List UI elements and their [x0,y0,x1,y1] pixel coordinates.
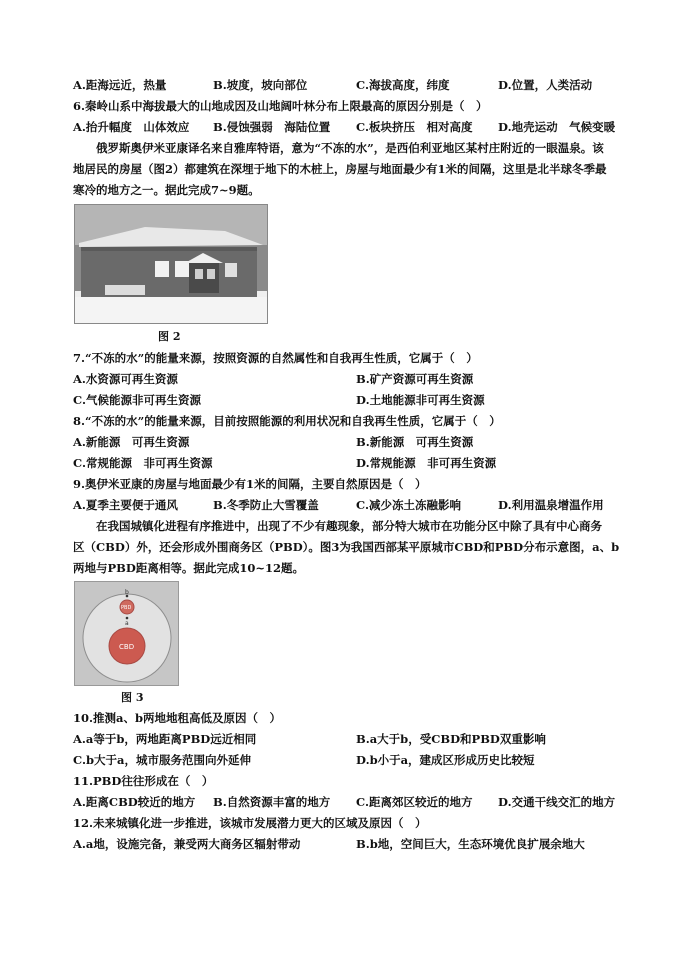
q9-option-c: C.减少冻土冻融影响 [356,498,461,512]
q6-option-c: C.板块挤压 相对高度 [356,120,473,134]
passage2-line: 在我国城镇化进程有序推进中，出现了不少有趣现象，部分特大城市在功能分区中除了具有中心商务 [96,519,602,533]
q6-stem: 6.秦岭山系中海拔最大的山地成因及山地阔叶林分布上限最高的原因分别是（ ） [73,99,488,113]
q12-option-b: B.b地，空间巨大，生态环境优良扩展余地大 [356,837,585,851]
passage1-line: 寒冷的地方之一。据此完成7~9题。 [73,183,260,197]
figure3-caption: 图 3 [121,691,144,704]
q5-option-b: B.坡度，坡向部位 [213,78,308,92]
q11-option-c: C.距离郊区较近的地方 [356,795,473,809]
q10-option-b: B.a大于b，受CBD和PBD双重影响 [356,732,546,746]
q8-option-a: A.新能源 可再生资源 [73,435,190,449]
figure3-city-diagram [74,581,179,686]
label-b: b [125,589,129,596]
q5-option-d: D.位置，人类活动 [498,78,593,92]
q7-option-a: A.水资源可再生资源 [73,372,178,386]
q7-option-b: B.矿产资源可再生资源 [356,372,474,386]
q10-option-c: C.b大于a，城市服务范围向外延伸 [73,753,251,767]
q10-option-d: D.b小于a，建成区形成历史比较短 [356,753,535,767]
q8-stem: 8.“不冻的水”的能量来源，目前按照能源的利用状况和自我再生性质，它属于（ ） [73,414,501,428]
label-pbd: PBD [121,605,132,611]
q9-stem: 9.奥伊米亚康的房屋与地面最少有1米的间隔，主要自然原因是（ ） [73,477,427,491]
q7-option-c: C.气候能源非可再生资源 [73,393,201,407]
q11-stem: 11.PBD往往形成在（ ） [73,774,214,788]
passage1-line: 地居民的房屋（图2）都建筑在深埋于地下的木桩上，房屋与地面最少有1米的间隔，这里是北半球冬季最 [73,162,607,176]
figure2-caption: 图 2 [158,330,181,343]
passage2-line: 区（CBD）外，还会形成外围商务区（PBD）。图3为我国西部某平原城市CBD和PBD分布示意图，a、b [73,540,620,554]
label-cbd: CBD [119,643,135,651]
q7-stem: 7.“不冻的水”的能量来源，按照资源的自然属性和自我再生性质，它属于（ ） [73,351,478,365]
label-a: a [125,620,129,627]
q6-option-d: D.地壳运动 气候变暖 [498,120,616,134]
q10-stem: 10.推测a、b两地地租高低及原因（ ） [73,711,281,725]
q11-option-d: D.交通干线交汇的地方 [498,795,616,809]
figure2-house-photo [74,204,268,324]
passage2-line: 两地与PBD距离相等。据此完成10~12题。 [73,561,304,575]
q8-option-c: C.常规能源 非可再生资源 [73,456,213,470]
q8-option-b: B.新能源 可再生资源 [356,435,474,449]
q9-option-b: B.冬季防止大雪覆盖 [213,498,319,512]
q12-stem: 12.未来城镇化进一步推进，该城市发展潜力更大的区域及原因（ ） [73,816,427,830]
q11-option-b: B.自然资源丰富的地方 [213,795,331,809]
q6-option-a: A.抬升幅度 山体效应 [73,120,190,134]
q10-option-a: A.a等于b，两地距离PBD远近相同 [73,732,257,746]
passage1-line: 俄罗斯奥伊米亚康译名来自雅库特语，意为“不冻的水”，是西伯利亚地区某村庄附近的一眼温泉。该 [96,141,604,155]
q9-option-a: A.夏季主要便于通风 [73,498,178,512]
q11-option-a: A.距离CBD较近的地方 [73,795,196,809]
q5-option-a: A.距海远近，热量 [73,78,167,92]
q7-option-d: D.土地能源非可再生资源 [356,393,485,407]
q12-option-a: A.a地，设施完备，兼受两大商务区辐射带动 [73,837,301,851]
q9-option-d: D.利用温泉增温作用 [498,498,604,512]
q5-option-c: C.海拔高度，纬度 [356,78,450,92]
q8-option-d: D.常规能源 非可再生资源 [356,456,497,470]
q6-option-b: B.侵蚀强弱 海陆位置 [213,120,331,134]
